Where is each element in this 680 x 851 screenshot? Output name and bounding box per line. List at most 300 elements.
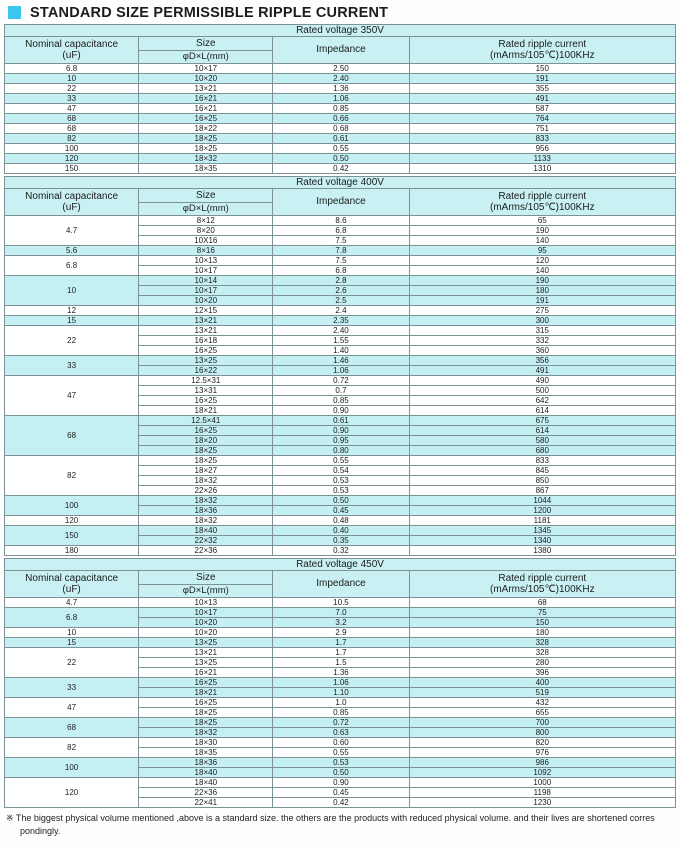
table-row: [5, 246, 676, 256]
voltage-band-label: Rated voltage 400V: [5, 177, 676, 189]
impedance-cell: 7.0: [273, 608, 409, 618]
size-cell: 16×21: [139, 94, 273, 104]
capacitance-cell: 47: [5, 376, 139, 416]
impedance-cell: 0.72: [273, 718, 409, 728]
ripple-cell: 190: [409, 276, 675, 286]
impedance-cell: 2.50: [273, 64, 409, 74]
impedance-cell: 0.53: [273, 758, 409, 768]
ripple-cell: 867: [409, 486, 675, 496]
table-row: [5, 104, 676, 114]
voltage-band: [5, 559, 676, 571]
impedance-cell: 2.6: [273, 286, 409, 296]
impedance-cell: 0.53: [273, 486, 409, 496]
impedance-cell: 0.45: [273, 788, 409, 798]
capacitance-cell: 12: [5, 306, 139, 316]
size-cell: 16×21: [139, 668, 273, 678]
impedance-cell: 0.48: [273, 516, 409, 526]
capacitance-cell: 33: [5, 356, 139, 376]
size-cell: 13×31: [139, 386, 273, 396]
size-cell: 10×13: [139, 256, 273, 266]
impedance-cell: 1.36: [273, 668, 409, 678]
capacitance-cell: 82: [5, 456, 139, 496]
impedance-cell: 0.7: [273, 386, 409, 396]
col-header-size-sub: φD×L(mm): [139, 585, 273, 598]
impedance-cell: 1.40: [273, 346, 409, 356]
ripple-cell: 396: [409, 668, 675, 678]
capacitance-cell: 100: [5, 144, 139, 154]
ripple-cell: 1198: [409, 788, 675, 798]
table-row: [5, 546, 676, 556]
size-cell: 18×32: [139, 728, 273, 738]
ripple-cell: 1133: [409, 154, 675, 164]
size-cell: 13×25: [139, 638, 273, 648]
table-row: [5, 256, 676, 266]
size-cell: 18×32: [139, 496, 273, 506]
table-row: [5, 638, 676, 648]
impedance-cell: 1.46: [273, 356, 409, 366]
ripple-cell: 1230: [409, 798, 675, 808]
capacitance-cell: 33: [5, 678, 139, 698]
impedance-cell: 2.9: [273, 628, 409, 638]
size-cell: 16×25: [139, 114, 273, 124]
size-cell: 18×25: [139, 134, 273, 144]
ripple-cell: 850: [409, 476, 675, 486]
size-cell: 18×40: [139, 526, 273, 536]
col-header-impedance: Impedance: [273, 189, 409, 216]
col-header-ripple: Rated ripple current (mArms/105℃)100KHz: [409, 189, 675, 216]
page-title: STANDARD SIZE PERMISSIBLE RIPPLE CURRENT: [30, 4, 389, 21]
impedance-cell: 0.80: [273, 446, 409, 456]
ripple-cell: 680: [409, 446, 675, 456]
capacitance-cell: 10: [5, 628, 139, 638]
impedance-cell: 1.7: [273, 638, 409, 648]
capacitance-cell: 150: [5, 164, 139, 174]
size-cell: 18×36: [139, 758, 273, 768]
ripple-cell: 68: [409, 598, 675, 608]
ripple-cell: 675: [409, 416, 675, 426]
ripple-cell: 751: [409, 124, 675, 134]
ripple-cell: 150: [409, 64, 675, 74]
size-cell: 10×20: [139, 628, 273, 638]
impedance-cell: 0.85: [273, 104, 409, 114]
size-cell: 18×25: [139, 718, 273, 728]
impedance-cell: 0.68: [273, 124, 409, 134]
ripple-cell: 275: [409, 306, 675, 316]
impedance-cell: 0.45: [273, 506, 409, 516]
table-row: [5, 216, 676, 226]
table-row: [5, 64, 676, 74]
size-cell: 10×17: [139, 286, 273, 296]
capacitance-cell: 68: [5, 718, 139, 738]
ripple-cell: 580: [409, 436, 675, 446]
col-header-size-sub: φD×L(mm): [139, 51, 273, 64]
size-cell: 10×14: [139, 276, 273, 286]
capacitance-cell: 100: [5, 758, 139, 778]
impedance-cell: 7.5: [273, 236, 409, 246]
table-row: [5, 678, 676, 688]
capacitance-cell: 47: [5, 104, 139, 114]
size-cell: 18×22: [139, 124, 273, 134]
impedance-cell: 0.50: [273, 154, 409, 164]
size-cell: 18×32: [139, 516, 273, 526]
impedance-cell: 0.32: [273, 546, 409, 556]
ripple-cell: 490: [409, 376, 675, 386]
size-cell: 10×20: [139, 296, 273, 306]
col-header-impedance: Impedance: [273, 37, 409, 64]
capacitance-cell: 33: [5, 94, 139, 104]
size-cell: 18×25: [139, 708, 273, 718]
impedance-cell: 0.85: [273, 708, 409, 718]
ripple-cell: 1340: [409, 536, 675, 546]
ripple-cell: 328: [409, 638, 675, 648]
table-row: [5, 134, 676, 144]
size-cell: 13×21: [139, 84, 273, 94]
ripple-cell: 491: [409, 366, 675, 376]
table-row: [5, 74, 676, 84]
capacitance-cell: 68: [5, 124, 139, 134]
size-cell: 10×20: [139, 618, 273, 628]
ripple-cell: 1092: [409, 768, 675, 778]
ripple-cell: 614: [409, 406, 675, 416]
size-cell: 18×32: [139, 476, 273, 486]
impedance-cell: 0.63: [273, 728, 409, 738]
ripple-cell: 1310: [409, 164, 675, 174]
impedance-cell: 2.40: [273, 326, 409, 336]
table-row: [5, 164, 676, 174]
table-row: [5, 114, 676, 124]
capacitance-cell: 15: [5, 638, 139, 648]
size-cell: 22×36: [139, 546, 273, 556]
ripple-cell: 500: [409, 386, 675, 396]
capacitance-cell: 10: [5, 74, 139, 84]
voltage-band-label: Rated voltage 350V: [5, 25, 676, 37]
table-row: [5, 628, 676, 638]
table-row: [5, 326, 676, 336]
capacitance-cell: 180: [5, 546, 139, 556]
impedance-cell: 0.42: [273, 798, 409, 808]
capacitance-cell: 100: [5, 496, 139, 516]
size-cell: 10×20: [139, 74, 273, 84]
impedance-cell: 6.8: [273, 266, 409, 276]
size-cell: 12×15: [139, 306, 273, 316]
impedance-cell: 0.61: [273, 416, 409, 426]
size-cell: 18×35: [139, 164, 273, 174]
table-row: [5, 94, 676, 104]
impedance-cell: 1.7: [273, 648, 409, 658]
capacitance-cell: 22: [5, 84, 139, 94]
impedance-cell: 2.35: [273, 316, 409, 326]
voltage-band-label: Rated voltage 450V: [5, 559, 676, 571]
ripple-cell: 833: [409, 456, 675, 466]
impedance-cell: 0.40: [273, 526, 409, 536]
size-cell: 18×40: [139, 778, 273, 788]
ripple-cell: 764: [409, 114, 675, 124]
impedance-cell: 1.06: [273, 678, 409, 688]
ripple-cell: 642: [409, 396, 675, 406]
ripple-cell: 150: [409, 618, 675, 628]
impedance-cell: 0.53: [273, 476, 409, 486]
size-cell: 18×25: [139, 446, 273, 456]
size-cell: 12.5×41: [139, 416, 273, 426]
ripple-cell: 1345: [409, 526, 675, 536]
size-cell: 10X16: [139, 236, 273, 246]
page-title-row: [8, 4, 676, 21]
size-cell: 22×32: [139, 536, 273, 546]
size-cell: 13×21: [139, 316, 273, 326]
col-header-capacitance: Nominal capacitance (uF): [5, 37, 139, 64]
size-cell: 16×25: [139, 346, 273, 356]
size-cell: 13×25: [139, 658, 273, 668]
table-row: [5, 496, 676, 506]
ripple-cell: 587: [409, 104, 675, 114]
col-header-ripple: Rated ripple current (mArms/105℃)100KHz: [409, 571, 675, 598]
table-row: [5, 84, 676, 94]
ripple-cell: 1380: [409, 546, 675, 556]
col-header-ripple: Rated ripple current (mArms/105℃)100KHz: [409, 37, 675, 64]
ripple-cell: 1181: [409, 516, 675, 526]
ripple-cell: 95: [409, 246, 675, 256]
impedance-cell: 10.5: [273, 598, 409, 608]
impedance-cell: 1.06: [273, 94, 409, 104]
col-header-capacitance: Nominal capacitance (uF): [5, 189, 139, 216]
col-header-size: Size: [139, 37, 273, 51]
col-header-size-sub: φD×L(mm): [139, 203, 273, 216]
impedance-cell: 0.55: [273, 144, 409, 154]
size-cell: 16×25: [139, 678, 273, 688]
size-cell: 12.5×31: [139, 376, 273, 386]
impedance-cell: 0.72: [273, 376, 409, 386]
ripple-cell: 986: [409, 758, 675, 768]
table-row: [5, 316, 676, 326]
capacitance-cell: 150: [5, 526, 139, 546]
impedance-cell: 1.36: [273, 84, 409, 94]
ripple-cell: 845: [409, 466, 675, 476]
capacitance-cell: 22: [5, 326, 139, 356]
capacitance-cell: 68: [5, 114, 139, 124]
impedance-cell: 0.90: [273, 778, 409, 788]
impedance-cell: 7.5: [273, 256, 409, 266]
size-cell: 16×25: [139, 396, 273, 406]
capacitance-cell: 15: [5, 316, 139, 326]
size-cell: 10×17: [139, 64, 273, 74]
ripple-cell: 140: [409, 236, 675, 246]
size-cell: 16×22: [139, 366, 273, 376]
capacitance-cell: 6.8: [5, 256, 139, 276]
table-row: [5, 376, 676, 386]
section-table: [4, 558, 676, 808]
capacitance-cell: 120: [5, 154, 139, 164]
impedance-cell: 1.10: [273, 688, 409, 698]
col-header-size: Size: [139, 571, 273, 585]
impedance-cell: 0.85: [273, 396, 409, 406]
ripple-cell: 300: [409, 316, 675, 326]
size-cell: 18×21: [139, 688, 273, 698]
impedance-cell: 0.66: [273, 114, 409, 124]
ripple-cell: 180: [409, 628, 675, 638]
table-row: [5, 154, 676, 164]
impedance-cell: 0.54: [273, 466, 409, 476]
ripple-cell: 120: [409, 256, 675, 266]
ripple-cell: 180: [409, 286, 675, 296]
header-row: [5, 571, 676, 585]
capacitance-cell: 120: [5, 778, 139, 808]
tables-host: [4, 24, 676, 808]
ripple-cell: 356: [409, 356, 675, 366]
capacitance-cell: 22: [5, 648, 139, 678]
ripple-cell: 1044: [409, 496, 675, 506]
capacitance-cell: 4.7: [5, 216, 139, 246]
impedance-cell: 0.42: [273, 164, 409, 174]
impedance-cell: 0.90: [273, 406, 409, 416]
impedance-cell: 0.90: [273, 426, 409, 436]
impedance-cell: 0.50: [273, 768, 409, 778]
size-cell: 10×17: [139, 266, 273, 276]
size-cell: 18×21: [139, 406, 273, 416]
size-cell: 13×21: [139, 326, 273, 336]
impedance-cell: 8.6: [273, 216, 409, 226]
size-cell: 10×13: [139, 598, 273, 608]
size-cell: 8×16: [139, 246, 273, 256]
ripple-cell: 315: [409, 326, 675, 336]
table-row: [5, 526, 676, 536]
impedance-cell: 2.8: [273, 276, 409, 286]
size-cell: 10×17: [139, 608, 273, 618]
impedance-cell: 0.55: [273, 456, 409, 466]
table-row: [5, 648, 676, 658]
section-table: [4, 176, 676, 556]
size-cell: 18×36: [139, 506, 273, 516]
ripple-cell: 400: [409, 678, 675, 688]
ripple-cell: 976: [409, 748, 675, 758]
section-table: [4, 24, 676, 174]
size-cell: 18×20: [139, 436, 273, 446]
capacitance-cell: 47: [5, 698, 139, 718]
capacitance-cell: 6.8: [5, 64, 139, 74]
size-cell: 18×30: [139, 738, 273, 748]
size-cell: 8×20: [139, 226, 273, 236]
size-cell: 22×41: [139, 798, 273, 808]
capacitance-cell: 82: [5, 738, 139, 758]
size-cell: 18×40: [139, 768, 273, 778]
capacitance-cell: 120: [5, 516, 139, 526]
col-header-impedance: Impedance: [273, 571, 409, 598]
impedance-cell: 3.2: [273, 618, 409, 628]
impedance-cell: 2.5: [273, 296, 409, 306]
impedance-cell: 1.55: [273, 336, 409, 346]
impedance-cell: 2.4: [273, 306, 409, 316]
impedance-cell: 0.50: [273, 496, 409, 506]
capacitance-cell: 10: [5, 276, 139, 306]
ripple-cell: 140: [409, 266, 675, 276]
impedance-cell: 7.8: [273, 246, 409, 256]
size-cell: 18×35: [139, 748, 273, 758]
size-cell: 22×36: [139, 788, 273, 798]
ripple-cell: 820: [409, 738, 675, 748]
impedance-cell: 1.5: [273, 658, 409, 668]
size-cell: 8×12: [139, 216, 273, 226]
ripple-cell: 190: [409, 226, 675, 236]
ripple-cell: 65: [409, 216, 675, 226]
ripple-cell: 1000: [409, 778, 675, 788]
impedance-cell: 2.40: [273, 74, 409, 84]
table-row: [5, 416, 676, 426]
size-cell: 16×25: [139, 426, 273, 436]
impedance-cell: 0.60: [273, 738, 409, 748]
capacitance-cell: 5.6: [5, 246, 139, 256]
size-cell: 16×25: [139, 698, 273, 708]
col-header-capacitance: Nominal capacitance (uF): [5, 571, 139, 598]
footnote: ※ The biggest physical volume mentioned ,above is a standard size. the others are the products with reduced physical volume. and their lives are shortened corres pondingly.: [6, 813, 655, 836]
ripple-cell: 191: [409, 296, 675, 306]
table-row: [5, 276, 676, 286]
size-cell: 18×25: [139, 144, 273, 154]
size-cell: 16×18: [139, 336, 273, 346]
table-row: [5, 718, 676, 728]
ripple-cell: 614: [409, 426, 675, 436]
size-cell: 13×21: [139, 648, 273, 658]
ripple-cell: 432: [409, 698, 675, 708]
size-cell: 13×25: [139, 356, 273, 366]
header-row: [5, 189, 676, 203]
capacitance-cell: 4.7: [5, 598, 139, 608]
capacitance-cell: 82: [5, 134, 139, 144]
table-row: [5, 758, 676, 768]
title-bullet-square-icon: [8, 6, 21, 19]
table-row: [5, 516, 676, 526]
size-cell: 18×25: [139, 456, 273, 466]
impedance-cell: 1.06: [273, 366, 409, 376]
ripple-cell: 700: [409, 718, 675, 728]
voltage-band: [5, 177, 676, 189]
size-cell: 18×27: [139, 466, 273, 476]
impedance-cell: 6.8: [273, 226, 409, 236]
ripple-cell: 75: [409, 608, 675, 618]
table-row: [5, 608, 676, 618]
ripple-cell: 519: [409, 688, 675, 698]
ripple-cell: 800: [409, 728, 675, 738]
table-row: [5, 698, 676, 708]
ripple-cell: 191: [409, 74, 675, 84]
ripple-cell: 328: [409, 648, 675, 658]
ripple-cell: 1200: [409, 506, 675, 516]
ripple-cell: 280: [409, 658, 675, 668]
impedance-cell: 0.95: [273, 436, 409, 446]
ripple-cell: 332: [409, 336, 675, 346]
capacitance-cell: 6.8: [5, 608, 139, 628]
ripple-cell: 355: [409, 84, 675, 94]
header-row: [5, 37, 676, 51]
voltage-band: [5, 25, 676, 37]
col-header-size: Size: [139, 189, 273, 203]
table-row: [5, 356, 676, 366]
table-row: [5, 456, 676, 466]
ripple-cell: 360: [409, 346, 675, 356]
table-row: [5, 598, 676, 608]
impedance-cell: 1.0: [273, 698, 409, 708]
impedance-cell: 0.35: [273, 536, 409, 546]
ripple-cell: 655: [409, 708, 675, 718]
table-row: [5, 124, 676, 134]
table-row: [5, 306, 676, 316]
size-cell: 18×32: [139, 154, 273, 164]
size-cell: 16×21: [139, 104, 273, 114]
ripple-cell: 956: [409, 144, 675, 154]
impedance-cell: 0.61: [273, 134, 409, 144]
table-row: [5, 738, 676, 748]
size-cell: 22×26: [139, 486, 273, 496]
table-row: [5, 144, 676, 154]
table-row: [5, 778, 676, 788]
